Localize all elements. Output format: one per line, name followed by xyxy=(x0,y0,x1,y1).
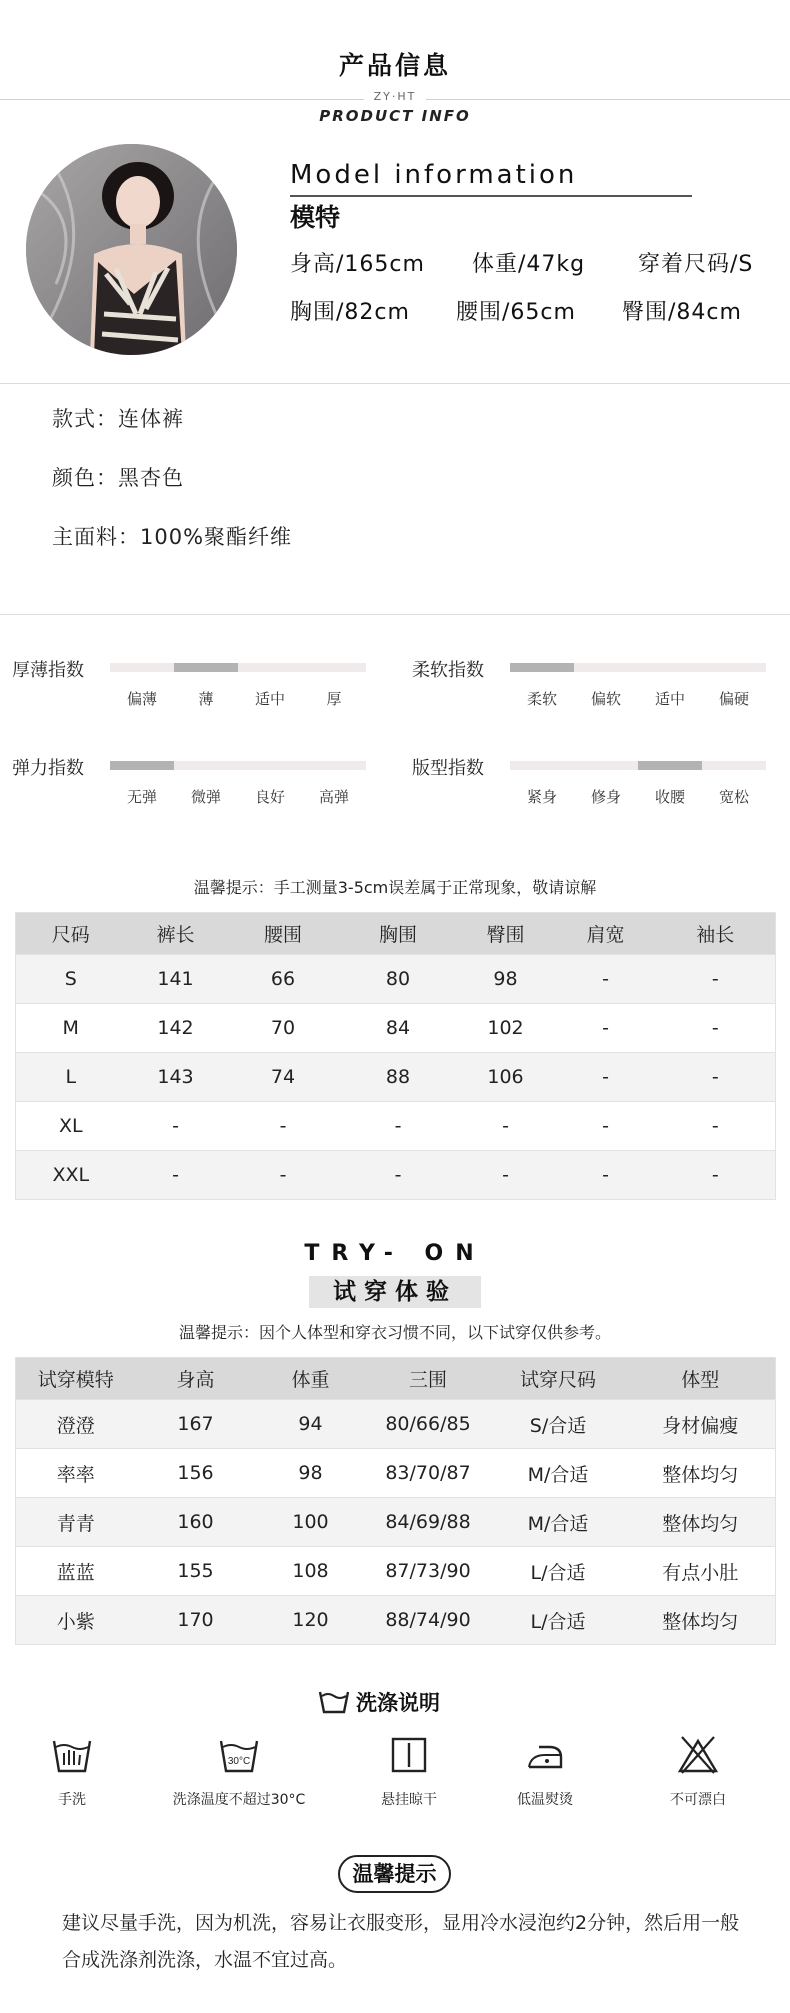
model-info-title: Model information xyxy=(290,160,578,190)
column-header: 腰围 xyxy=(226,913,341,955)
table-cell: - xyxy=(556,1053,656,1102)
column-header: 试穿尺码 xyxy=(491,1358,626,1400)
index-fill xyxy=(174,663,238,672)
table-cell: - xyxy=(656,955,776,1004)
table-cell: 80 xyxy=(341,955,456,1004)
tryon-table-header xyxy=(16,1358,776,1400)
section-divider xyxy=(0,614,790,615)
column-header: 胸围 xyxy=(341,913,456,955)
table-row xyxy=(16,1053,776,1102)
table-cell: 84/69/88 xyxy=(366,1498,491,1547)
index-tick: 偏薄 xyxy=(126,690,157,708)
brand-mark: ZY·HT xyxy=(0,90,790,103)
table-row xyxy=(16,1547,776,1596)
column-header: 身高 xyxy=(136,1358,256,1400)
index-track xyxy=(110,761,366,770)
column-header: 体型 xyxy=(626,1358,776,1400)
table-cell: 84 xyxy=(341,1004,456,1053)
table-cell: 142 xyxy=(126,1004,226,1053)
table-cell: 74 xyxy=(226,1053,341,1102)
table-row xyxy=(16,1400,776,1449)
table-cell: 102 xyxy=(456,1004,556,1053)
index-fill xyxy=(110,761,174,770)
table-cell: - xyxy=(341,1151,456,1200)
wash-label: 悬挂晾干 xyxy=(381,1792,437,1808)
low-iron-icon xyxy=(523,1735,567,1775)
index-tick: 柔软 xyxy=(526,690,557,708)
index-label: 柔软指数 xyxy=(412,660,484,681)
wash-item-iron xyxy=(460,1735,630,1809)
attr-color: 颜色：黑杏色 xyxy=(52,466,184,490)
index-fill xyxy=(510,663,574,672)
wash-30-text: 30°C xyxy=(227,1756,251,1767)
table-cell: 106 xyxy=(456,1053,556,1102)
table-cell: 167 xyxy=(136,1400,256,1449)
table-cell: 141 xyxy=(126,955,226,1004)
column-header: 袖长 xyxy=(656,913,776,955)
model-info-divider xyxy=(290,195,692,197)
table-cell: 整体均匀 xyxy=(626,1498,776,1547)
column-header: 试穿模特 xyxy=(16,1358,136,1400)
wash-30-icon xyxy=(217,1735,261,1775)
index-tick: 薄 xyxy=(198,690,214,708)
table-cell: 身材偏瘦 xyxy=(626,1400,776,1449)
attr-style: 款式：连体裤 xyxy=(52,407,184,431)
column-header: 体重 xyxy=(256,1358,366,1400)
model-size: 穿着尺码/S xyxy=(638,252,754,277)
size-table xyxy=(15,912,776,1200)
index-tick: 收腰 xyxy=(654,788,685,806)
table-cell: 率率 xyxy=(16,1449,136,1498)
table-cell: - xyxy=(556,1102,656,1151)
column-header: 肩宽 xyxy=(556,913,656,955)
table-cell: - xyxy=(456,1151,556,1200)
hang-dry-icon xyxy=(387,1735,431,1775)
table-cell: XXL xyxy=(16,1151,126,1200)
wash-label: 不可漂白 xyxy=(670,1792,726,1808)
index-track xyxy=(110,663,366,672)
wash-label: 低温熨烫 xyxy=(517,1792,573,1808)
table-cell: M/合适 xyxy=(491,1498,626,1547)
index-tick: 适中 xyxy=(654,690,685,708)
table-cell: 88/74/90 xyxy=(366,1596,491,1645)
column-header: 臀围 xyxy=(456,913,556,955)
table-row xyxy=(16,1596,776,1645)
table-cell: S/合适 xyxy=(491,1400,626,1449)
table-cell: 108 xyxy=(256,1547,366,1596)
table-cell: 有点小肚 xyxy=(626,1547,776,1596)
table-cell: - xyxy=(656,1004,776,1053)
table-cell: 66 xyxy=(226,955,341,1004)
table-cell: 83/70/87 xyxy=(366,1449,491,1498)
index-label: 弹力指数 xyxy=(12,758,84,779)
table-cell: XL xyxy=(16,1102,126,1151)
washing-title: 洗涤说明 xyxy=(356,1691,440,1715)
table-cell: - xyxy=(656,1053,776,1102)
table-cell: L/合适 xyxy=(491,1547,626,1596)
table-cell: 小紫 xyxy=(16,1596,136,1645)
table-cell: - xyxy=(126,1102,226,1151)
index-label: 厚薄指数 xyxy=(12,660,84,681)
section-divider xyxy=(0,383,790,384)
no-bleach-icon xyxy=(676,1735,720,1775)
table-cell: 143 xyxy=(126,1053,226,1102)
index-label: 版型指数 xyxy=(412,758,484,779)
index-track xyxy=(510,761,766,770)
table-cell: 蓝蓝 xyxy=(16,1547,136,1596)
table-cell: 155 xyxy=(136,1547,256,1596)
table-cell: - xyxy=(556,1151,656,1200)
table-cell: 156 xyxy=(136,1449,256,1498)
column-header: 裤长 xyxy=(126,913,226,955)
table-cell: 98 xyxy=(456,955,556,1004)
table-cell: 87/73/90 xyxy=(366,1547,491,1596)
size-table-header xyxy=(16,913,776,955)
table-cell: 160 xyxy=(136,1498,256,1547)
table-cell: 88 xyxy=(341,1053,456,1102)
table-cell: 100 xyxy=(256,1498,366,1547)
index-tick: 厚 xyxy=(326,690,342,708)
hand-wash-icon xyxy=(50,1735,94,1775)
tip-title: 温馨提示 xyxy=(338,1855,451,1893)
table-cell: 120 xyxy=(256,1596,366,1645)
table-cell: 98 xyxy=(256,1449,366,1498)
table-row xyxy=(16,1004,776,1053)
model-bust: 胸围/82cm xyxy=(290,300,410,325)
tryon-title-en: TRY- ON xyxy=(304,1241,486,1266)
table-cell: L/合适 xyxy=(491,1596,626,1645)
table-cell: 整体均匀 xyxy=(626,1449,776,1498)
table-cell: 94 xyxy=(256,1400,366,1449)
wash-label: 手洗 xyxy=(58,1792,86,1808)
page-title: 产品信息 xyxy=(338,51,451,80)
table-cell: - xyxy=(656,1151,776,1200)
column-header: 尺码 xyxy=(16,913,126,955)
tryon-note: 温馨提示：因个人体型和穿衣习惯不同，以下试穿仅供参考。 xyxy=(178,1323,611,1342)
table-cell: - xyxy=(126,1151,226,1200)
table-row xyxy=(16,1102,776,1151)
table-cell: L xyxy=(16,1053,126,1102)
table-row xyxy=(16,955,776,1004)
table-row xyxy=(16,1498,776,1547)
table-cell: - xyxy=(556,1004,656,1053)
index-tick: 偏软 xyxy=(590,690,621,708)
table-cell: S xyxy=(16,955,126,1004)
index-track xyxy=(510,663,766,672)
index-tick: 紧身 xyxy=(526,788,557,806)
index-fill xyxy=(638,761,702,770)
table-cell: M xyxy=(16,1004,126,1053)
index-tick: 修身 xyxy=(590,788,621,806)
index-tick: 适中 xyxy=(254,690,285,708)
wash-item-30 xyxy=(154,1735,324,1809)
index-tick: 偏硬 xyxy=(718,690,749,708)
table-cell: 整体均匀 xyxy=(626,1596,776,1645)
table-cell: - xyxy=(341,1102,456,1151)
table-cell: - xyxy=(656,1102,776,1151)
tip-text: 建议尽量手洗，因为机洗，容易让衣服变形，显用冷水浸泡约2分钟，然后用一般合成洗涤剂洗涤，水温不宜过高。 xyxy=(62,1912,740,1971)
table-cell: - xyxy=(226,1151,341,1200)
table-cell: 80/66/85 xyxy=(366,1400,491,1449)
model-label: 模特 xyxy=(290,203,341,232)
index-tick: 无弹 xyxy=(126,788,157,806)
model-waist: 腰围/65cm xyxy=(456,300,576,325)
tryon-title-box xyxy=(309,1276,481,1308)
index-tick: 良好 xyxy=(254,788,285,806)
wash-item-hand-wash xyxy=(0,1735,157,1809)
model-weight: 体重/47kg xyxy=(472,252,586,277)
table-row xyxy=(16,1449,776,1498)
table-cell: 170 xyxy=(136,1596,256,1645)
size-note: 温馨提示：手工测量3-5cm误差属于正常现象，敬请谅解 xyxy=(193,878,597,897)
table-row xyxy=(16,1151,776,1200)
table-cell: - xyxy=(456,1102,556,1151)
table-cell: - xyxy=(226,1102,341,1151)
model-hip: 臀围/84cm xyxy=(622,300,742,325)
table-cell: 70 xyxy=(226,1004,341,1053)
column-header: 三围 xyxy=(366,1358,491,1400)
model-height: 身高/165cm xyxy=(290,252,425,277)
wash-item-no-bleach xyxy=(613,1735,783,1809)
model-photo xyxy=(26,144,237,355)
attr-fabric: 主面料：100%聚酯纤维 xyxy=(52,525,293,549)
table-cell: - xyxy=(556,955,656,1004)
table-cell: M/合适 xyxy=(491,1449,626,1498)
table-cell: 澄澄 xyxy=(16,1400,136,1449)
wash-basin-icon xyxy=(318,1688,350,1714)
index-tick: 高弹 xyxy=(318,788,349,806)
index-tick: 微弹 xyxy=(190,788,221,806)
wash-label: 洗涤温度不超过30°C xyxy=(172,1792,306,1808)
page-subtitle: PRODUCT INFO xyxy=(319,107,471,125)
index-tick: 宽松 xyxy=(718,788,749,806)
table-cell: 青青 xyxy=(16,1498,136,1547)
tryon-table xyxy=(15,1357,776,1645)
tryon-title-cn: 试穿体验 xyxy=(333,1279,457,1305)
